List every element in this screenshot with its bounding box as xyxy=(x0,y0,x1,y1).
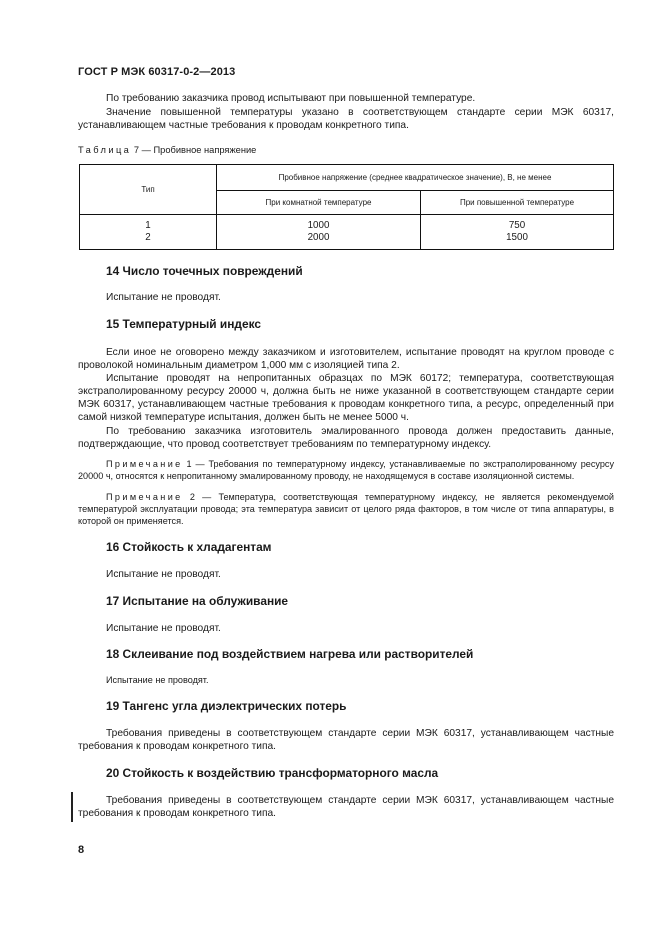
change-marker-bar xyxy=(71,792,73,822)
table-cell-high-2: 1500 xyxy=(506,232,528,243)
section-18-heading: 18 Склеивание под воздействием нагрева или растворителей xyxy=(106,647,474,661)
note-1-label: Примечание xyxy=(106,459,183,469)
table-caption xyxy=(78,145,256,155)
table-row xyxy=(80,215,614,250)
page-number: 8 xyxy=(78,844,85,856)
table-header-voltage: Пробивное напряжение (среднее квадратическое значение), В, не менее xyxy=(217,165,614,191)
section-17-text: Испытание не проводят. xyxy=(106,623,221,634)
table-header-high-temp: При повышенной температуре xyxy=(421,191,614,215)
table-cell-room-values xyxy=(217,215,421,250)
section-20-text: Требования приведены в соответствующем стандарте серии МЭК 60317, устанавливающем частные требования к проводам конкретного типа. xyxy=(78,795,614,820)
table-cell-high-1: 750 xyxy=(508,220,526,231)
table-caption-text: 7 — Пробивное напряжение xyxy=(131,145,257,155)
section-15-paragraph-3: По требованию заказчика изготовитель эмалированного провода должен предоставить данные, подтверждающие, что провод соответствует требованиям по температурному индексу. xyxy=(78,426,614,451)
section-15-paragraph-1: Если иное не оговорено между заказчиком и изготовителем, испытание проводят на круглом проводе с проволокой номинальным диаметром 1,000 мм с изоляцией типа 2. xyxy=(78,347,614,372)
section-14-heading: 14 Число точечных повреждений xyxy=(106,264,303,278)
table-cell-room-1: 1000 xyxy=(307,220,330,231)
document-header: ГОСТ Р МЭК 60317-0-2—2013 xyxy=(78,66,236,78)
intro-paragraph-2: Значение повышенной температуры указано в соответствующем стандарте серии МЭК 60317, устанавливающем частные требования к проводам конкретного типа. xyxy=(78,107,614,132)
note-2-text: 2 — Температура, соответствующая температурному индексу, не является рекомендуемой температурой эксплуатации провода; эта температура зависит от целого ряда факторов, в том числе от типа аппаратуры, в которой он применяется. xyxy=(78,492,614,526)
table-cell-type-1: 1 xyxy=(145,220,151,231)
section-16-text: Испытание не проводят. xyxy=(106,569,221,580)
table-cell-room-2: 2000 xyxy=(307,232,330,243)
section-15-heading: 15 Температурный индекс xyxy=(106,317,261,331)
note-2-label: Примечание xyxy=(106,492,183,502)
table-cell-types xyxy=(80,215,217,250)
intro-paragraph-1: По требованию заказчика провод испытывают при повышенной температуре. xyxy=(106,93,476,104)
table-cell-high-values xyxy=(421,215,614,250)
section-14-text: Испытание не проводят. xyxy=(106,292,221,303)
table-caption-word: Таблица xyxy=(78,145,132,155)
section-15-note-2 xyxy=(78,492,614,528)
section-15-note-1 xyxy=(78,459,614,483)
section-19-text: Требования приведены в соответствующем стандарте серии МЭК 60317, устанавливающем частные требования к проводам конкретного типа. xyxy=(78,728,614,753)
table-cell-type-2: 2 xyxy=(145,232,151,243)
table-header-room-temp: При комнатной температуре xyxy=(217,191,421,215)
section-18-text: Испытание не проводят. xyxy=(106,675,209,685)
note-1-text: 1 — Требования по температурному индексу, устанавливаемые по экстраполированному ресурсу 20000 ч, относятся к непропитанному эмалированному проводу, не находящемуся в составе изоляционной системы. xyxy=(78,459,614,481)
section-19-heading: 19 Тангенс угла диэлектрических потерь xyxy=(106,699,347,713)
table-header-type: Тип xyxy=(80,165,217,215)
section-17-heading: 17 Испытание на облуживание xyxy=(106,594,289,608)
section-15-paragraph-2: Испытание проводят на непропитанных образцах по МЭК 60172; температура, соответствующая экстраполированному ресурсу 20000 ч, должна быть не ниже указанной в соответствующем стандарте серии МЭК 60317, устанавливающем частные требования к проводам конкретного типа, а ресурс, определенный при самой низкой температуре испытания, должен быть не менее 5000 ч. xyxy=(78,373,614,424)
section-16-heading: 16 Стойкость к хладагентам xyxy=(106,540,272,554)
section-20-heading: 20 Стойкость к воздействию трансформаторного масла xyxy=(106,766,439,780)
breakdown-voltage-table xyxy=(79,164,614,250)
